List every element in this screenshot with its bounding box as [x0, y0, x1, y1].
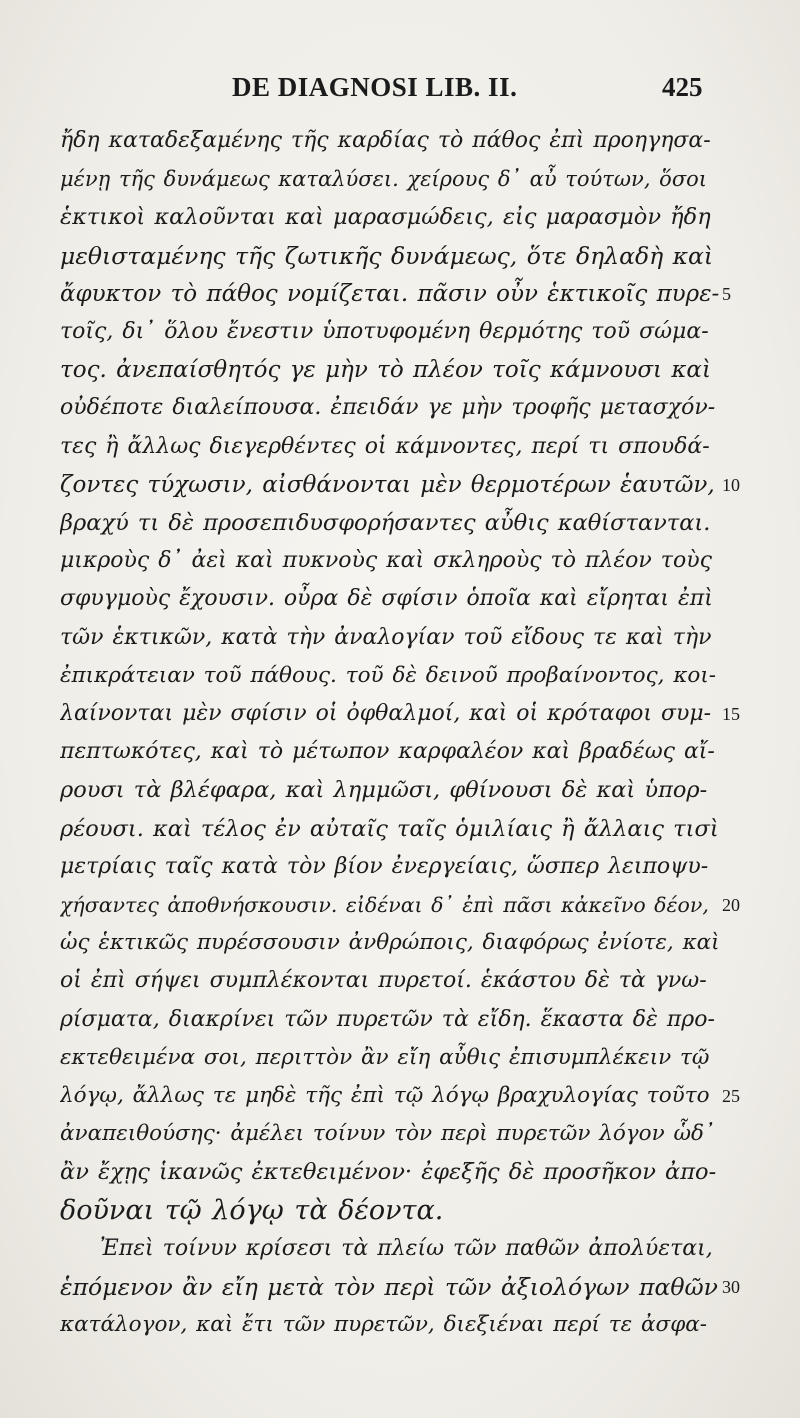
text-line-27: ἀναπειθούσης· ἀμέλει τοίνυν τὸν περὶ πυρετῶν λόγον ὧδ᾽: [60, 1121, 715, 1147]
line-number-15: 15: [722, 704, 740, 724]
text-line-32: κατάλογον, καὶ ἔτι τῶν πυρετῶν, διεξιέναι περί τε ἀσφα-: [60, 1312, 708, 1338]
text-line-24: ρίσματα, διακρίνει τῶν πυρετῶν τὰ εἴδη. ἕκαστα δὲ προ-: [60, 1006, 715, 1032]
line-number-5: 5: [722, 283, 731, 304]
text-line-3: ἑκτικοὶ καλοῦνται καὶ μαρασμώδεις, εἰς μαρασμὸν ἤδη: [60, 204, 711, 231]
text-line-17: πεπτωκότες, καὶ τὸ μέτωπον καρφαλέον καὶ βραδέως αἴ-: [60, 739, 715, 765]
text-line-18: ρουσι τὰ βλέφαρα, καὶ λημμῶσι, φθίνουσι δὲ καὶ ὑπορ-: [60, 777, 708, 804]
text-line-29: δοῦναι τῷ λόγῳ τὰ δέοντα.: [60, 1194, 444, 1226]
text-line-19: ρέουσι. καὶ τέλος ἐν αὐταῖς ταῖς ὁμιλίαις ἢ ἄλλαις τισὶ: [60, 815, 719, 842]
text-line-4: μεθισταμένης τῆς ζωτικῆς δυνάμεως, ὅτε δηλαδὴ καὶ: [60, 241, 714, 270]
text-line-26: λόγῳ, ἄλλως τε μηδὲ τῆς ἐπὶ τῷ λόγῳ βραχυλογίας τοῦτο: [60, 1083, 710, 1108]
text-line-2: μένῃ τῆς δυνάμεως καταλύσει. χείρους δ᾽ αὖ τούτων, ὅσοι: [60, 167, 708, 192]
page-number: 425: [662, 72, 703, 102]
running-title: DE DIAGNOSI LIB. II.: [232, 72, 518, 102]
line-number-25: 25: [722, 1086, 740, 1106]
text-line-10: ζοντες τύχωσιν, αἰσθάνονται μὲν θερμοτέρων ἑαυτῶν,: [60, 471, 715, 498]
text-line-15: ἐπικράτειαν τοῦ πάθους. τοῦ δὲ δεινοῦ προβαίνοντος, κοι-: [60, 662, 717, 688]
text-line-5: ἄφυκτον τὸ πάθος νομίζεται. πᾶσιν οὖν ἑκτικοῖς πυρε-: [60, 280, 720, 307]
text-line-7: τος. ἀνεπαίσθητός γε μὴν τὸ πλέον τοῖς κάμνουσι καὶ: [60, 357, 711, 384]
text-line-22: ὡς ἑκτικῶς πυρέσσουσιν ἀνθρώποις, διαφόρως ἐνίοτε, καὶ: [60, 930, 720, 956]
text-line-14: τῶν ἑκτικῶν, κατὰ τὴν ἀναλογίαν τοῦ εἴδους τε καὶ τὴν: [60, 624, 712, 650]
line-number-20: 20: [722, 895, 740, 915]
text-line-23: οἱ ἐπὶ σήψει συμπλέκονται πυρετοί. ἑκάστου δὲ τὰ γνω-: [60, 968, 707, 994]
text-line-25: εκτεθειμένα σοι, περιττὸν ἂν εἴη αὖθις ἐπισυμπλέκειν τῷ: [60, 1044, 710, 1070]
text-line-12: μικροὺς δ᾽ ἀεὶ καὶ πυκνοὺς καὶ σκληροὺς τὸ πλέον τοὺς: [60, 548, 712, 574]
text-line-8: οὐδέποτε διαλείπουσα. ἐπειδάν γε μὴν τροφῆς μετασχόν-: [60, 395, 716, 421]
text-line-6: τοῖς, δι᾽ ὅλου ἔνεστιν ὑποτυφομένη θερμότης τοῦ σώμα-: [60, 319, 709, 344]
text-line-1: ἤδη καταδεξαμένης τῆς καρδίας τὸ πάθος ἐπὶ προηγησα-: [60, 128, 711, 153]
text-line-31: ἑπόμενον ἂν εἴη μετὰ τὸν περὶ τῶν ἀξιολόγων παθῶν: [60, 1273, 718, 1301]
text-line-30: Ἐπεὶ τοίνυν κρίσεσι τὰ πλείω τῶν παθῶν ἀπολύεται,: [100, 1235, 713, 1261]
text-line-13: σφυγμοὺς ἔχουσιν. οὖρα δὲ σφίσιν ὁποῖα καὶ εἴρηται ἐπὶ: [60, 586, 713, 612]
text-line-21: χήσαντες ἀποθνήσκουσιν. εἰδέναι δ᾽ ἐπὶ πᾶσι κἀκεῖνο δέον,: [60, 893, 709, 917]
line-number-10: 10: [722, 474, 740, 495]
text-line-20: μετρίαις ταῖς κατὰ τὸν βίον ἐνεργείαις, ὥσπερ λειποψυ-: [60, 853, 709, 879]
text-line-16: λαίνονται μὲν σφίσιν οἱ ὀφθαλμοί, καὶ οἱ κρόταφοι συμ-: [60, 701, 712, 726]
text-line-28: ἂν ἔχῃς ἱκανῶς ἐκτεθειμένον· ἐφεξῆς δὲ προσῆκον ἀπο-: [60, 1159, 717, 1186]
text-line-9: τες ἢ ἄλλως διεγερθέντες οἱ κάμνοντες, περί τι σπουδά-: [60, 433, 710, 459]
line-number-30: 30: [722, 1277, 740, 1297]
text-line-11: βραχύ τι δὲ προσεπιδυσφορήσαντες αὖθις καθίστανται.: [60, 510, 711, 536]
